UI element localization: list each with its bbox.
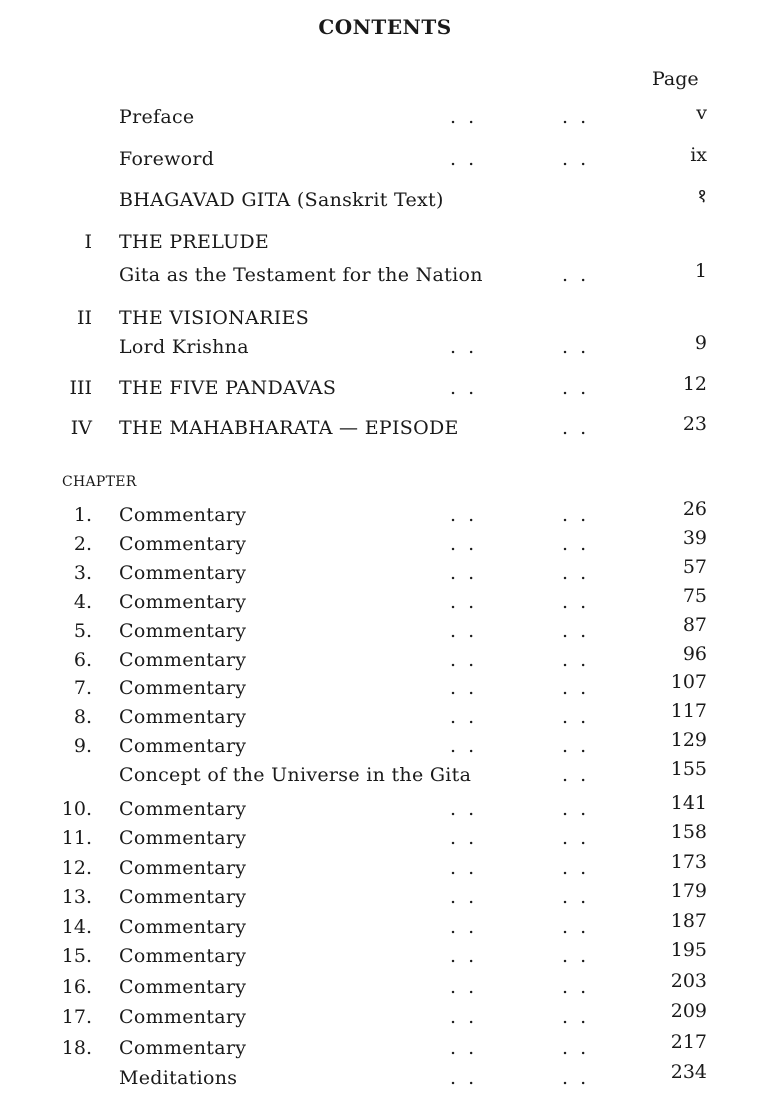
entry-number: 16. [61,976,92,998]
leader-dots: . . [562,706,590,728]
leader-dots: . . [450,620,478,642]
leader-dots: . . [450,916,478,938]
entry-title: Commentary [119,706,247,728]
leader-dots: . . [562,264,590,286]
leader-dots: . . [562,1067,590,1089]
entry-page-number: 179 [670,880,707,902]
entry-title: Commentary [119,1006,247,1028]
entry-number: 1. [73,504,92,526]
entry-title: Meditations [119,1067,238,1089]
entry-number: IV [70,417,92,439]
entry-number: 17. [61,1006,92,1028]
leader-dots: . . [562,591,590,613]
entry-title: Commentary [119,886,247,908]
leader-dots: . . [562,735,590,757]
entry-title: Commentary [119,562,247,584]
entry-title: Commentary [119,857,247,879]
entry-title: Commentary [119,945,247,967]
entry-page-number: 203 [670,970,707,992]
leader-dots: . . [562,504,590,526]
entry-title: Gita as the Testament for the Nation [119,264,483,286]
leader-dots: . . [562,976,590,998]
page-title: CONTENTS [318,15,452,39]
entry-title: THE PRELUDE [119,231,270,253]
entry-title: THE VISIONARIES [119,307,310,329]
entry-number: 4. [73,591,92,613]
entry-page-number: 209 [670,1000,707,1022]
leader-dots: . . [450,504,478,526]
entry-title: Commentary [119,591,247,613]
page-column-header: Page [652,68,699,90]
entry-number: 18. [61,1037,92,1059]
leader-dots: . . [450,976,478,998]
entry-page-number: 87 [682,614,707,636]
leader-dots: . . [562,886,590,908]
leader-dots: . . [450,533,478,555]
leader-dots: . . [562,336,590,358]
entry-title: Lord Krishna [119,336,249,358]
entry-number: 9. [73,735,92,757]
entry-page-number: 75 [682,585,707,607]
entry-page-number: 1 [694,260,707,282]
entry-title: Commentary [119,798,247,820]
entry-page-number: ix [690,144,707,166]
entry-number: 8. [73,706,92,728]
entry-title: Commentary [119,735,247,757]
leader-dots: . . [450,106,478,128]
entry-title: Commentary [119,827,247,849]
leader-dots: . . [562,945,590,967]
leader-dots: . . [562,798,590,820]
entry-title: Commentary [119,1037,247,1059]
entry-title: THE FIVE PANDAVAS [119,377,337,399]
entry-page-number: 57 [682,556,707,578]
leader-dots: . . [450,706,478,728]
leader-dots: . . [562,377,590,399]
leader-dots: . . [562,677,590,699]
leader-dots: . . [450,377,478,399]
leader-dots: . . [562,417,590,439]
leader-dots: . . [450,336,478,358]
entry-page-number: 96 [682,643,707,665]
entry-title: Commentary [119,504,247,526]
leader-dots: . . [562,764,590,786]
entry-number: II [76,307,92,329]
entry-title: Commentary [119,533,247,555]
entry-number: 11. [61,827,92,849]
leader-dots: . . [450,735,478,757]
entry-number: III [69,377,92,399]
entry-page-number: 155 [670,758,707,780]
entry-page-number: १ [697,185,707,207]
leader-dots: . . [562,857,590,879]
entry-title: Commentary [119,677,247,699]
entry-page-number: 23 [682,413,707,435]
leader-dots: . . [562,106,590,128]
leader-dots: . . [450,649,478,671]
entry-page-number: 187 [670,910,707,932]
entry-number: 2. [73,533,92,555]
leader-dots: . . [450,798,478,820]
leader-dots: . . [450,945,478,967]
leader-dots: . . [562,1006,590,1028]
entry-page-number: 195 [670,939,707,961]
entry-title: BHAGAVAD GITA (Sanskrit Text) [119,189,444,211]
entry-page-number: 107 [670,671,707,693]
entry-number: 10. [61,798,92,820]
leader-dots: . . [450,562,478,584]
entry-title: Foreword [119,148,215,170]
entry-page-number: 141 [670,792,707,814]
entry-number: 5. [73,620,92,642]
entry-page-number: 39 [682,527,707,549]
leader-dots: . . [562,1037,590,1059]
entry-page-number: 234 [670,1061,707,1083]
chapter-label: CHAPTER [62,474,137,490]
leader-dots: . . [450,677,478,699]
entry-title: Commentary [119,916,247,938]
entry-number: 6. [73,649,92,671]
leader-dots: . . [562,620,590,642]
entry-page-number: v [696,102,707,124]
entry-number: I [84,231,92,253]
leader-dots: . . [562,827,590,849]
leader-dots: . . [450,857,478,879]
entry-number: 15. [61,945,92,967]
entry-page-number: 158 [670,821,707,843]
leader-dots: . . [450,827,478,849]
entry-page-number: 26 [682,498,707,520]
entry-number: 3. [73,562,92,584]
entry-number: 14. [61,916,92,938]
entry-page-number: 129 [670,729,707,751]
leader-dots: . . [450,1067,478,1089]
entry-title: THE MAHABHARATA — EPISODE [119,417,459,439]
leader-dots: . . [450,1037,478,1059]
leader-dots: . . [562,148,590,170]
entry-page-number: 173 [670,851,707,873]
entry-number: 7. [73,677,92,699]
leader-dots: . . [562,649,590,671]
entry-page-number: 217 [670,1031,707,1053]
entry-number: 12. [61,857,92,879]
entry-title: Commentary [119,620,247,642]
leader-dots: . . [562,916,590,938]
leader-dots: . . [562,533,590,555]
entry-title: Commentary [119,649,247,671]
leader-dots: . . [450,591,478,613]
entry-title: Preface [119,106,195,128]
entry-title: Concept of the Universe in the Gita [119,764,472,786]
leader-dots: . . [450,886,478,908]
leader-dots: . . [450,1006,478,1028]
entry-page-number: 12 [682,373,707,395]
entry-title: Commentary [119,976,247,998]
leader-dots: . . [562,562,590,584]
entry-page-number: 9 [694,332,707,354]
leader-dots: . . [450,148,478,170]
entry-page-number: 117 [670,700,707,722]
entry-number: 13. [61,886,92,908]
